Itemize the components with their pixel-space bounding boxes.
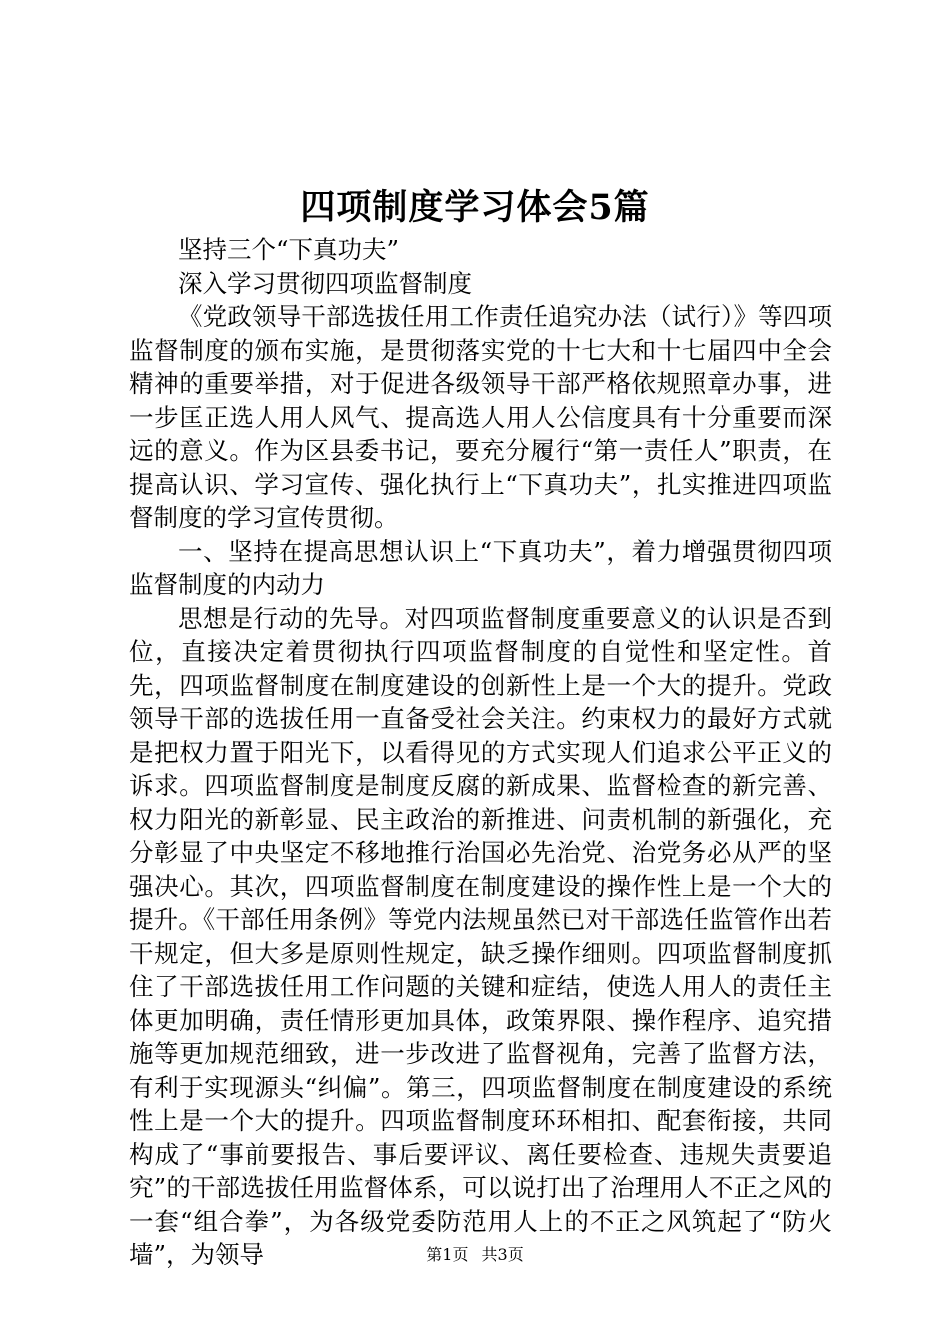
- page-number-total: 共3页: [481, 1245, 524, 1264]
- body-paragraph-4: 思想是行动的先导。对四项监督制度重要意义的认识是否到位，直接决定着贯彻执行四项监督制度的自觉性和坚定性。首先，四项监督制度在制度建设的创新性上是一个大的提升。党政领导干部的选拔任用一直备受社会关注。约束权力的最好方式就是把权力置于阳光下，以看得见的方式实现人们追求公平正义的诉求。四项监督制度是制度反腐的新成果、监督检查的新完善、权力阳光的新彰显、民主政治的新推进、问责机制的新强化，充分彰显了中央坚定不移地推行治国必先治党、治党务必从严的坚强决心。其次，四项监督制度在制度建设的操作性上是一个大的提升。《干部任用条例》等党内法规虽然已对干部选任监管作出若干规定，但大多是原则性规定，缺乏操作细则。四项监督制度抓住了干部选拔任用工作问题的关键和症结，使选人用人的责任主体更加明确，责任情形更加具体，政策界限、操作程序、追究措施等更加规范细致，进一步改进了监督视角，完善了监督方法，有利于实现源头“纠偏”。第三，四项监督制度在制度建设的系统性上是一个大的提升。四项监督制度环环相扣、配套衔接，共同构成了“事前要报告、事后要评议、离任要检查、违规失责要追究”的干部选拔任用监督体系，可以说打出了治理用人不正之风的一套“组合拳”，为各级党委防范用人上的不正之风筑起了“防火墙”，为领导: [129, 603, 832, 1269]
- document-title: 四项制度学习体会5篇: [300, 187, 650, 228]
- body-paragraph-3: 《党政领导干部选拔任用工作责任追究办法（试行）》等四项监督制度的颁布实施，是贯彻落实党的十七大和十七届四中全会精神的重要举措，对于促进各级领导干部严格依规照章办事，进一步匡正选人用人风气、提高选人用人公信度具有十分重要而深远的意义。作为区县委书记，要充分履行“第一责任人”职责，在提高认识、学习宣传、强化执行上“下真功夫”，扎实推进四项监督制度的学习宣传贯彻。: [129, 302, 832, 532]
- page-number-current: 第1页: [426, 1245, 469, 1264]
- body-paragraph-1: 坚持三个“下真功夫”: [178, 235, 400, 264]
- body-paragraph-2: 深入学习贯彻四项监督制度: [178, 268, 472, 298]
- page-footer: [0, 1244, 950, 1266]
- document-body: [129, 233, 832, 1272]
- section-heading-1: 一、坚持在提高思想认识上“下真功夫”，着力增强贯彻四项监督制度的内动力: [129, 536, 832, 599]
